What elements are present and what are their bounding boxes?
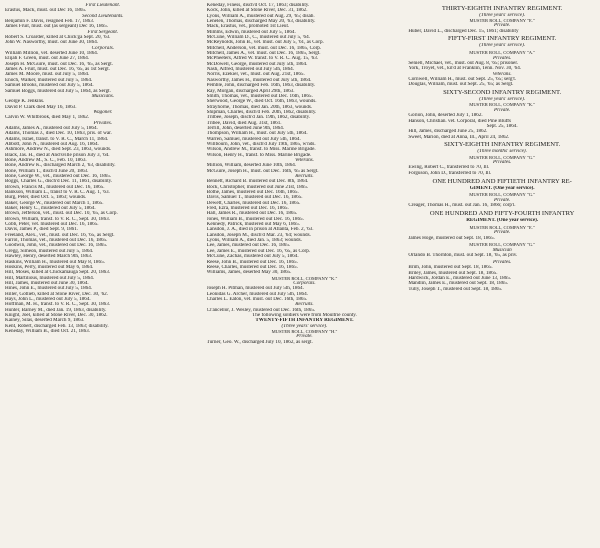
text-line: George K. Jenkins. [5,99,45,105]
text-line: Hill, Martilious, mustered out July 5, 1864. [5,275,95,281]
text-line: ONE HUNDRED AND FIFTY-FOURTH INFANTRY [429,209,575,217]
text-line: Hoffman, M. H., transf. to V. R. C., Sept. 30, 1863. [5,302,111,308]
text-line: Norris, Ezekiel, vet., must. out Aug. 21st, 1865. [206,72,305,78]
text-line: Lyons, William A., mustered out Aug. 29, '65; disab. [206,13,315,19]
text-line: Nasworthy, James H., mustered out July 5th, 1864. [206,77,312,83]
text-line: Wilson, Andrew M., transf. to Miss. Marine Brigade. [206,147,316,153]
text-line: Ray, Morgan, discharged April 29th, 1863. [206,88,295,94]
text-line: Mitchell, James A., vet. must. out Dec. 16, 1865, Sergt. [206,51,321,57]
text-line: Gregg, Simeon, mustered out July 5, 1864. [5,248,94,254]
text-line: Samuel Boggs, mustered out July 5, 1864, as Sergt. [5,88,111,94]
text-line: Freeland, Alex., vet., must. out Dec. 16, '65, as Sergt. [5,232,115,238]
text-line: MUSTER ROLL, COMPANY "H." [271,328,338,334]
text-line: Bock, Christopher, mustered out June 21st, 1865. [206,184,309,190]
text-line: Mitchell, Anderson, vet. must. out Dec. 16, 1865, Corp. [206,45,322,51]
text-line: Williams, James, deserted May 30, 1865. [206,270,292,276]
text-line: Recruits. [295,174,314,179]
text-line: First Lieutenant. [85,3,121,8]
text-line: Hiller, Gotlieb, killed at Stone River, Dec. 30, '62. [5,291,109,297]
text-line: Haskins, William H., mustered out May 8, 1865. [5,259,105,265]
text-line: Hill, James, mustered out June 30, 1864. [5,280,89,286]
text-line: Elijah F. Green, must. out June 27, 1864. [5,56,90,62]
text-line: SIXTY-EIGHTH INFANTRY REGIMENT. [444,141,561,149]
text-line: Bone, Andrew M., S. C., Feb. 10, 1863. [5,157,87,163]
text-line: Lenelen, Thomas, discharged May 20, '63, disability. [206,19,316,25]
text-line: Sept. 25, 1864. [486,123,518,129]
text-line: Veterans. [294,157,314,163]
text-line: Bone, Andrew K., discharged March 2, '63, disability. [5,163,116,169]
text-line: (Three years' service). [479,43,526,49]
text-line: MUSTER ROLL, COMPANY "K." [271,275,338,281]
text-line: Boggs, Charles G., disch'd Dec. 11, 1861, disability. [5,179,113,185]
text-line: Lansdon, J. A., died in prison at Atlanta, Feb. 2, '63. [206,227,314,233]
text-line: McCune, William D., C., mustered out July 5, '64. [206,35,310,41]
text-line: Brim, John, mustered out Sept. 18, 1865. [408,265,493,271]
text-line: Adams, Israel, transf. to V. R. C., March 11, 1864. [5,136,109,142]
text-line: (Three years' service). [281,323,328,329]
text-line: First Sergeant. [87,29,119,35]
text-line: Nash, Alfred, mustered out July 5th, 1864. [206,67,295,73]
text-line: Bennett, Richard B. mustered out Dec. 8th, 1864. [206,179,309,185]
text-line: Hall, James R., mustered out Dec. 16, 1865. [206,211,298,217]
text-line: Mimms, Edwin, mustered out July 5, 1864. [206,29,296,35]
text-line: MUSTER ROLL, COMPANY "G." [469,154,536,160]
text-line: McCune, Zachas, mustered out July 5, 1864. [206,254,299,260]
text-line: Baker, Henry C., mustered out July 5, 1864. [5,206,96,212]
text-line: Wagoner. [93,109,113,115]
text-line: Cobb, Peter, vet. mustered out Dec. 16, 1865. [5,222,99,228]
text-line: Davis, James P., died Sept. 9, 1861. [5,227,79,233]
text-line: Private. [493,230,511,236]
text-line: Musicians. [91,93,115,99]
text-line: ONE HUNDRED AND FIFTIETH INFANTRY RE- [432,177,572,185]
text-line: Erastus, Mack, must. out Dec 16, 1865. [5,8,87,14]
text-line: Knight, Joel, killed at Stone River, Dec. 30, 1862. [5,312,108,318]
text-line: Huber, David L., discharged Dec. 15, 1861; disability [408,28,519,34]
text-line: Brown, Jefferson, vet., must. out Dec. 10, '65, as Corp. [5,211,118,217]
text-line: Bone, George W., vet., mustered out Dec. 16, 1865. [5,174,112,179]
text-line: Jones, William B., mustered out Dec. 16, 1865. [206,216,304,222]
text-line: Cornwell, William H., must. out Sept. 25, '65; serg't. [408,76,517,82]
text-line: Trilbee, Joseph, disch'd Jan. 19th, 1862, disability. [206,115,311,121]
text-line: Briley, James, mustered out Sept. 18, 1865. [408,270,498,276]
text-line: Ashmore, Andrew N., died Sept. 23, 1863, wounds. [5,147,112,153]
text-line: Samuel Brooks, mustered out July 5, 1864. [5,83,94,89]
text-line: Brown, William, transf. to V. R. C., Sept. 30, 1863. [5,216,111,222]
text-line: Private. [493,23,511,29]
text-line: MUSTER ROLL, COMPANY "A." [469,50,536,56]
text-line: Ewing, Robert C., transferred to 70, Ill. [408,165,490,171]
text-line: (Three years' service). [479,97,526,103]
text-line: Adams, James A., mustered out July 5, 1864. [5,125,98,131]
text-line: Abbott, John N., mustered out Aug. 16, 1864. [5,141,99,147]
text-line: Private. [493,107,511,113]
text-line: Calvin W. Whitbrook, died May 1, 1862. [5,115,90,121]
text-line: Lansdon, Joseph M., disch'd Mar. 23, '64; wounds. [206,232,311,238]
text-line: TWENTY-FIFTH INFANTRY REGIMENT. [255,318,354,324]
text-line: SIXTY-SECOND INFANTRY REGIMENT. [443,89,562,97]
text-line: Dewett, Charles, mustered out Dec. 16, 1865. [206,200,301,206]
text-line: Keneday, William B., died Oct. 21, 1863. [5,328,91,334]
text-line: Mandlin, James E., mustered out Sept. 18, 1865. [408,281,509,287]
text-line: Kennedy, Patrick, mustered out May 6, 1865. [206,222,300,228]
text-line: FIFTY-FIRST INFANTRY REGIMENT. [447,35,557,43]
text-line: Fred, Ezra, mustered out Dec. 16, 1865. [206,206,289,212]
text-line: Recruits. [295,302,314,308]
text-line: Forguson, John D., transferred to 70, Ill. [408,170,492,176]
text-line: Hill, James, discharged June 25, 1862. [408,129,488,135]
text-line: Lee, James, mustered out Dec. 16, 1865. [206,243,291,249]
text-line: Pemble, John, discharged Feb. 16th, 1863, disability. [206,83,316,89]
text-line: Joseph H. Pitman, mustered out July 5th, 1864. [206,286,304,292]
text-line: Hanson, Christian. vet. Corporal, died Pine Bluffs [408,118,512,124]
text-line: Robert S. Croarder, killed at Chick'ga Sept. 20, '63. [5,35,111,41]
text-line: Warren, Samuel, mustered out July 5th, 1864. [206,136,301,142]
text-line: McReynolds, John B., vet. must. out July 5, '61, as Corp. [206,40,324,46]
text-line: Tully, Joseph T., mustered out Sept. 18, 1865. [408,286,503,292]
text-line: Baker, George W., mustered out March 1, 1865. [5,200,104,206]
text-line: MUSTER ROLL, COMPANY "E." [469,17,535,23]
text-line: Burg, Peter, died Oct. 5, 1863; wounds. [5,195,87,201]
text-line: James A. Fruit, must. out Dec. 16, '65, as 1st Sergt. [5,67,110,73]
text-line: Keneday, Finess, disch'd Oct. 17, 1863; disability. [206,3,310,8]
text-line: Smith, Thomas, vet., mustered out Dec. 16th, 1865. [206,93,313,99]
text-line: Thompson, William H., must. out July 5th, 1864. [206,131,308,137]
text-line: Douglas, William, must. out Sept. 25, '65; as Sergt. [408,82,514,88]
text-line: (Three years' service). [479,12,526,18]
text-line: Million, William, deserted June 10th, 1864. [206,163,297,169]
text-line: Hunter, Barney M., died Jan. 19, 1863, disability. [5,307,107,313]
text-line: Hays, John L., mustered out July 5, 1864. [5,296,91,302]
text-line: McPheeters, Alfred W. transf. to V. R. C. Aug. 15, '63. [206,56,319,62]
text-line: Musician [492,247,512,253]
text-line: Hines, John E., mustered out July 5, 1864. [5,286,93,292]
text-line: Bone, William T., disch'd June 20, 1863. [5,168,89,174]
text-line: Reese, John B., mustered out Dec. 16, 1865. [206,259,298,265]
text-line: GIMENT. (One year service). [469,185,535,191]
text-line: Lyons, William A., died Jan. 5, 1863; wounds. [206,238,302,244]
column-2 [207,3,403,548]
text-line: Kock, John, killed at Stone River, Dec. 31, 1862. [206,8,308,14]
text-line: Bankson, William L., transf to V. R. C. Aug. 1, '63. [5,190,110,196]
text-line: Privates. [492,160,512,166]
text-line: Mack, Erastus, vet., promoted 1st Lieut. [206,24,290,30]
text-line: MUSTER ROLL, COMPANY "K." [469,102,536,108]
text-line: Black, Jas. H., died at And'sville prison July 3, '64. [5,152,110,158]
text-line: Sherwood, George W., died Oct. 16th, 1863, wounds. [206,99,317,105]
text-line: John W. Nasworthy, must. out June 30, 1864. [5,40,99,46]
text-line: Shipman, Charles, disch'd Feb. 20th, 1862, disability. [206,109,317,115]
text-line: Hawley, Henry, deserted March 9th, 1863. [5,254,93,260]
text-line: (Three months' service). [477,149,527,155]
text-line: Farrol, Thomas, vet., mustered out Dec. 16, 1865. [5,238,108,244]
text-line: Charles L. Eaton, vet. must. out Dec. 16th, 1865. [206,296,308,302]
text-line: McGuire, Joseph H., must. out Dec. 16th, '65 as Sergt. [206,168,319,174]
text-line: Hill, Moses, killed at Chickamauga Sept. 20, 1863. [5,270,111,276]
text-line: Privates. [492,55,512,61]
text-line: Enoch, Walker, mustered out July 5, 1864. [5,77,93,83]
text-line: Adams, Thomas J., died Dec. 10, 1863, pris. of war. [5,131,112,137]
text-line: Bothe, James, mustered out Dec. 16th, 1865. [206,190,299,196]
text-line: Creager, Thomas H., must. out Jan. 16, 1866; corp'l. [408,203,516,209]
text-line: Brown, Francis M., mustered out Dec. 16, 1865. [5,184,105,190]
text-line: Veterans. [492,71,512,77]
text-line: Reese, Charles, mustered out Dec. 16, 1865. [206,264,298,270]
text-line: Private. [296,334,313,340]
text-line: William Million, vet. deserted June 10, 1864. [5,51,99,57]
text-line: MUSTER ROLL, COMPANY "G." [469,242,536,248]
text-line: Gorion, John, deserted July 1, 1862. [408,113,483,119]
text-line: Terrill, John, deserted June 9th, 1864. [206,125,285,131]
text-line: THIRTY-EIGHTH INFANTRY REGIMENT. [441,4,563,12]
text-line: Davis, Samuel T., mustered out Dec. 16, 1865. [206,195,303,201]
text-line: Cl'ancellor, J. Wesley, mustered out Dec. 16th, 1865. [206,307,316,313]
text-line: REGIMENT. (One year service). [466,217,539,223]
text-line: MUSTER ROLL, COMPANY "E." [469,224,535,230]
text-line: Joseph H. McGuire, must. out Dec. 16, '65, as Sergt. [5,61,113,67]
text-line: Benjamin F. Davis, resigned Feb. 17, 1863. [5,19,95,25]
text-line: Hardwick, Jordan E., mustered out June 13, 1865. [408,275,512,281]
text-line: Seniell, Michael, vet., must. out Aug. 8, '65; prisoner. [408,60,519,66]
text-line: MUSTER ROLL, COMPANY "G." [469,192,536,198]
text-line: Corporals. [91,45,115,51]
text-line: Orlando B. Thornton, must. out Sept. 18, '65, as priv. [408,253,518,259]
text-line: Sweet, Marion, died at Anna, Ill., April 24, 1862. [408,134,510,140]
text-line: McDowell, George, mustered out July 5th, 1864. [206,61,308,67]
text-line: James Fruit, must. out (as sergeant) Dec 16, 1865. [5,24,108,30]
text-line: Leonidas G. Archer, mustered out July 5th, 1864. [206,291,308,297]
text-line: York, Troyet, vet., kil'd at Franklin, Tenn. Nov. 30, '64. [408,66,522,72]
text-line: Privates. [93,120,113,126]
text-line: Turner, Geo. W., discharged July 10, 1862, as sergt. [206,339,313,345]
column-1 [5,3,201,548]
text-line: Goodwin, John, vet., mustered out Dec. 16, 1865. [5,243,108,249]
text-line: Second Lieutenants. [82,13,124,19]
text-line: Kainey, Silas, deserted March 9, 1863. [5,318,85,324]
text-line: Wilson, Henry H., transf. to Miss. Marine Brigade. [206,152,312,158]
text-line: James Hoge, mustered out Sept. 18, 1865. [408,235,495,241]
text-line: Private. [493,197,511,203]
text-line: Privates. [492,259,512,265]
text-line: The following soldiers were from Moultrie county. [252,312,357,318]
text-line: Strayhorne, Thomas, died Jan. 20th, 1863, wounds. [206,104,313,110]
text-line: Kent, Robert, discharged Feb. 13, 1863; disability. [5,323,109,329]
text-line: Hoskins, Perry, mustered out May 6, 1864. [5,264,94,270]
text-line: James M. Moore, must. out July 5, 1864. [5,72,90,78]
text-line: Corporals. [293,280,316,286]
text-line: Lee, James E., mustered out Dec. 16, '65, as Corp. [206,248,311,254]
text-line: David P. Clark died May 16, 1863. [5,104,77,110]
text-line: Tribee, David, died Aug. 31st, 1861. [206,120,282,126]
column-3 [408,3,596,548]
text-line: Willbourn, John, vet., disch'd July 19th, 1865, w'nds. [206,141,316,147]
